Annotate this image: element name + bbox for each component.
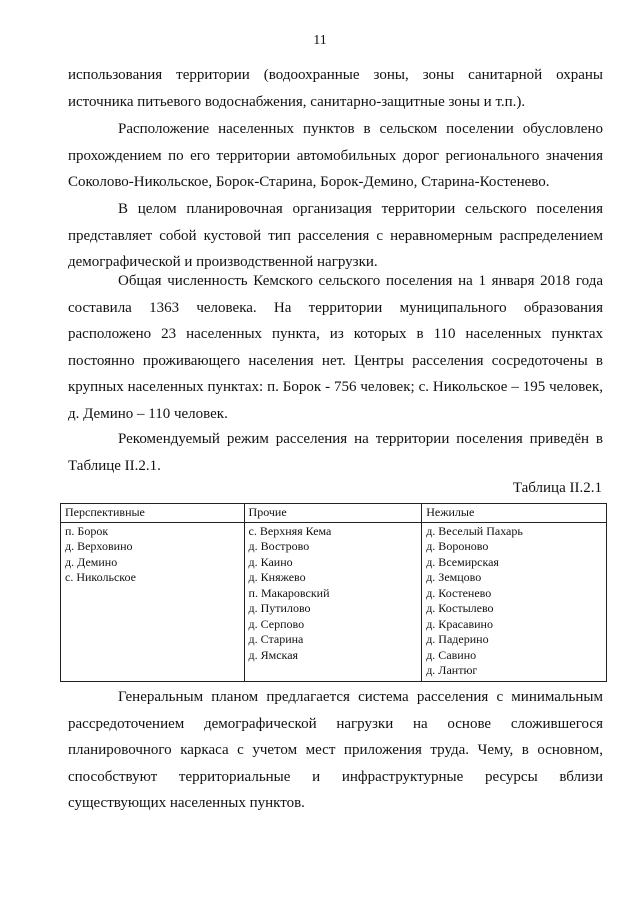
table-header-row bbox=[61, 504, 607, 523]
paragraph-4: Общая численность Кемского сельского поселения на 1 января 2018 года составила 1363 человека. На территории муниципального образования расположено 23 населенных пункта, из которых в 110 населенных пунктах постоянно проживающего населения нет. Центры расселения сосредоточены в крупных населенных пунктах: п. Борок - 756 человек; с. Никольское – 195 человек, д. Демино – 110 человек. bbox=[68, 273, 603, 422]
cell-other bbox=[244, 522, 422, 681]
list-item: д. Верховино bbox=[65, 539, 133, 553]
list-item: д. Вострово bbox=[248, 539, 310, 553]
table-row bbox=[61, 522, 607, 681]
header-uninhabited: Нежилые bbox=[422, 504, 607, 523]
list-item: с. Никольское bbox=[65, 570, 136, 584]
paragraph-2: Расположение населенных пунктов в сельском поселении обусловлено прохождением по его территории автомобильных дорог регионального значения Соколово-Никольское, Борок-Старина, Борок-Демино, Старина-Костенево. bbox=[68, 121, 603, 190]
list-item: д. Красавино bbox=[426, 616, 493, 631]
list-item: д. Демино bbox=[65, 554, 118, 569]
list-item: д. Ямская bbox=[248, 647, 299, 662]
page-number: 11 bbox=[313, 33, 327, 48]
list-item: д. Костенево bbox=[426, 585, 492, 600]
list-item: п. Борок bbox=[65, 523, 109, 538]
list-item: д. Веселый Пахарь bbox=[426, 523, 523, 538]
table-caption: Таблица II.2.1 bbox=[512, 480, 602, 496]
list-item: д. Падерино bbox=[426, 632, 489, 646]
list-item: д. Путилово bbox=[248, 601, 311, 615]
list-item: д. Княжево bbox=[248, 570, 306, 584]
list-item: д. Каино bbox=[248, 554, 293, 569]
list-item: п. Макаровский bbox=[248, 585, 330, 600]
header-perspective: Перспективные bbox=[61, 504, 245, 523]
paragraph-3: В целом планировочная организация территории сельского поселения представляет собой кустовой тип расселения с неравномерным распределением демографической и производственной нагрузки. bbox=[68, 201, 603, 270]
list-item: д. Всемирская bbox=[426, 554, 499, 569]
settlement-table bbox=[60, 503, 607, 682]
paragraph-1: использования территории (водоохранные зоны, зоны санитарной охраны источника питьевого водоснабжения, санитарно-защитные зоны и т.п.). bbox=[68, 67, 603, 110]
closing-paragraph: Генеральным планом предлагается система расселения с минимальным рассредоточением демографической нагрузки на основе сложившегося планировочного каркаса с учетом мест приложения труда. Чему, в основном, способствуют территориальные и инфраструктурные ресурсы вблизи существующих населенных пунктов. bbox=[68, 689, 603, 811]
header-other: Прочие bbox=[244, 504, 422, 523]
list-item: д. Серпово bbox=[248, 616, 305, 631]
list-item: д. Лантюг bbox=[426, 663, 478, 677]
list-item: д. Земцово bbox=[426, 570, 482, 584]
cell-perspective bbox=[61, 522, 245, 681]
cell-uninhabited bbox=[422, 522, 607, 681]
list-item: с. Верхняя Кема bbox=[248, 523, 332, 538]
list-item: д. Костылево bbox=[426, 601, 494, 615]
list-item: д. Старина bbox=[248, 632, 304, 646]
list-item: д. Вороново bbox=[426, 539, 489, 553]
paragraph-5: Рекомендуемый режим расселения на территории поселения приведён в Таблице II.2.1. bbox=[68, 431, 603, 474]
list-item: д. Савино bbox=[426, 647, 477, 662]
